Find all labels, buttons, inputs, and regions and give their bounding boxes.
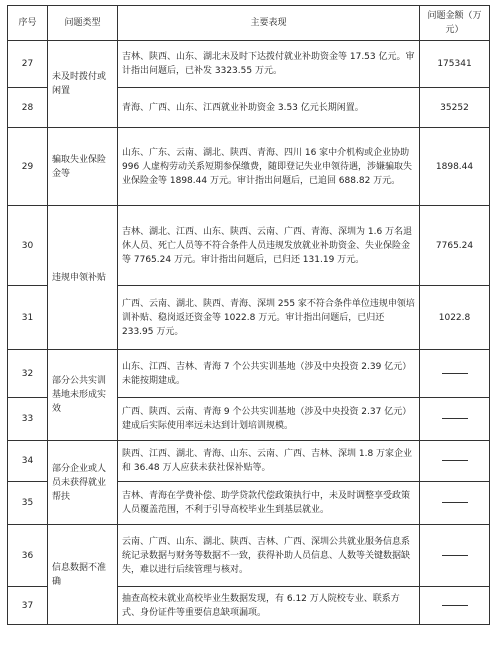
row-type: 未及时拨付或闲置 [48, 41, 118, 128]
header-amount: 问题金额（万元） [420, 6, 490, 41]
row-desc: 山东、广东、云南、湖北、陕西、青海、四川 16 家中介机构或企业协助 996 人虚构劳动关系短期参保缴费，随即登记失业申领待遇，涉嫌骗取失业保险金等 1898.44 万元。审计指出问题后，已追回 688.82 万元。 [118, 128, 420, 206]
row-amount [420, 398, 490, 441]
row-type: 信息数据不准确 [48, 525, 118, 625]
row-desc: 陕西、江西、湖北、青海、山东、云南、广西、吉林、深圳 1.8 万家企业和 36.48 万人应获未获社保补贴等。 [118, 441, 420, 482]
row-type: 部分公共实训基地未形成实效 [48, 350, 118, 441]
audit-table [7, 5, 490, 625]
row-type: 部分企业或人员未获得就业帮扶 [48, 441, 118, 525]
dash-mark [442, 555, 468, 556]
row-desc: 吉林、湖北、江西、山东、陕西、云南、广西、青海、深圳为 1.6 万名退休人员、死亡人员等不符合条件人员违规发放就业补助资金、失业保险金等 7765.24 万元。审计指出问题后，已归还 131.19 万元。 [118, 206, 420, 286]
row-type: 违规申领补贴 [48, 206, 118, 350]
dash-mark [442, 502, 468, 503]
header-desc: 主要表现 [118, 6, 420, 41]
row-amount: 1022.8 [420, 286, 490, 350]
row-no: 28 [8, 88, 48, 128]
dash-mark [442, 460, 468, 461]
dash-mark [442, 605, 468, 606]
header-type: 问题类型 [48, 6, 118, 41]
row-amount [420, 525, 490, 587]
table-row [8, 206, 490, 286]
row-desc: 广西、云南、湖北、陕西、青海、深圳 255 家不符合条件单位违规申领培训补贴、稳岗返还资金等 1022.8 万元。审计指出问题后，已归还 233.95 万元。 [118, 286, 420, 350]
row-no: 36 [8, 525, 48, 587]
row-desc: 广西、陕西、云南、青海 9 个公共实训基地（涉及中央投资 2.37 亿元）建成后实际使用率远未达到计划培训规模。 [118, 398, 420, 441]
row-no: 29 [8, 128, 48, 206]
row-amount [420, 482, 490, 525]
row-desc: 吉林、青海在学费补偿、助学贷款代偿政策执行中，未及时调整享受政策人员覆盖范围，不利于引导高校毕业生到基层就业。 [118, 482, 420, 525]
row-amount: 1898.44 [420, 128, 490, 206]
row-no: 31 [8, 286, 48, 350]
row-desc: 山东、江西、吉林、青海 7 个公共实训基地（涉及中央投资 2.39 亿元）未能按期建成。 [118, 350, 420, 398]
table-row [8, 350, 490, 398]
row-amount [420, 350, 490, 398]
row-no: 33 [8, 398, 48, 441]
row-amount [420, 441, 490, 482]
table-row [8, 128, 490, 206]
header-no: 序号 [8, 6, 48, 41]
row-no: 35 [8, 482, 48, 525]
table-row [8, 441, 490, 482]
row-no: 27 [8, 41, 48, 88]
table-row [8, 41, 490, 88]
row-no: 32 [8, 350, 48, 398]
row-type: 骗取失业保险金等 [48, 128, 118, 206]
row-desc: 抽查高校未就业高校毕业生数据发现，有 6.12 万人院校专业、联系方式、身份证件等重要信息缺项漏项。 [118, 587, 420, 625]
row-desc: 青海、广西、山东、江西就业补助资金 3.53 亿元长期闲置。 [118, 88, 420, 128]
row-amount: 35252 [420, 88, 490, 128]
row-amount: 7765.24 [420, 206, 490, 286]
table-header-row [8, 6, 490, 41]
dash-mark [442, 373, 468, 374]
row-desc: 吉林、陕西、山东、湖北未及时下达拨付就业补助资金等 17.53 亿元。审计指出问题后，已补发 3323.55 万元。 [118, 41, 420, 88]
row-desc: 云南、广西、山东、湖北、陕西、吉林、广西、深圳公共就业服务信息系统记录数据与财务等数据不一致，获得补助人员信息、人数等关键数据缺失，难以进行后续管理与核对。 [118, 525, 420, 587]
row-amount: 175341 [420, 41, 490, 88]
row-amount [420, 587, 490, 625]
dash-mark [442, 418, 468, 419]
row-no: 37 [8, 587, 48, 625]
table-row [8, 525, 490, 587]
row-no: 30 [8, 206, 48, 286]
row-no: 34 [8, 441, 48, 482]
